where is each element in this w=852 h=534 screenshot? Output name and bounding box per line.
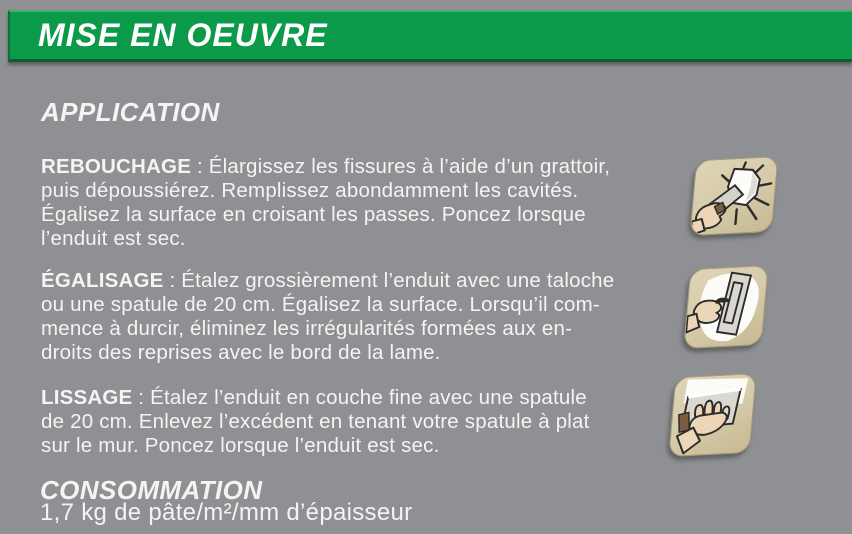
- lissage-paragraph: [41, 386, 590, 458]
- consumption-value: 1,7 kg de pâte/m²/mm d’épaisseur: [40, 499, 413, 526]
- lissage-label: LISSAGE: [41, 386, 133, 409]
- paragraph-line: Égalisez la surface en croisant les passes. Poncez lorsque: [41, 203, 586, 226]
- rebouchage-label: REBOUCHAGE: [41, 155, 192, 178]
- plaster-float-icon: [684, 266, 767, 348]
- consommation-heading: CONSOMMATION: [40, 475, 263, 505]
- paragraph-line: sur le mur. Poncez lorsque l’enduit est sec.: [41, 434, 440, 457]
- egalisage-illustration: [683, 265, 769, 349]
- paragraph-line: [41, 155, 610, 179]
- paragraph-line: l’enduit est sec.: [41, 227, 186, 250]
- paragraph-line: droits des reprises avec le bord de la lame.: [41, 341, 441, 364]
- paragraph-line: [41, 269, 614, 293]
- section-header-bar: [8, 10, 852, 62]
- paragraph-line: puis dépoussiérez. Remplissez abondamment les cavités.: [41, 179, 579, 202]
- flat-spatula-icon: [669, 374, 755, 456]
- paragraph-text: : Étalez l’enduit en couche fine avec une spatule: [132, 386, 587, 409]
- paragraph-line: de 20 cm. Enlevez l’excédent en tenant votre spatule à plat: [41, 410, 590, 433]
- crack-filling-icon: [691, 157, 778, 235]
- paragraph-line: mence à durcir, éliminez les irrégularités formées aux en-: [41, 317, 573, 340]
- rebouchage-paragraph: [41, 155, 610, 251]
- section-title: MISE EN OEUVRE: [38, 16, 328, 53]
- paragraph-line: ou une spatule de 20 cm. Égalisez la surface. Lorsqu’il com-: [41, 293, 600, 316]
- egalisage-paragraph: [41, 269, 614, 365]
- lissage-illustration: [668, 373, 757, 457]
- application-heading: APPLICATION: [41, 97, 220, 127]
- egalisage-label: ÉGALISAGE: [41, 269, 164, 292]
- rebouchage-illustration: [689, 156, 778, 236]
- paragraph-line: [41, 386, 590, 410]
- paragraph-text: : Étalez grossièrement l’enduit avec une taloche: [163, 269, 615, 292]
- paragraph-text: : Élargissez les fissures à l’aide d’un grattoir,: [191, 155, 611, 178]
